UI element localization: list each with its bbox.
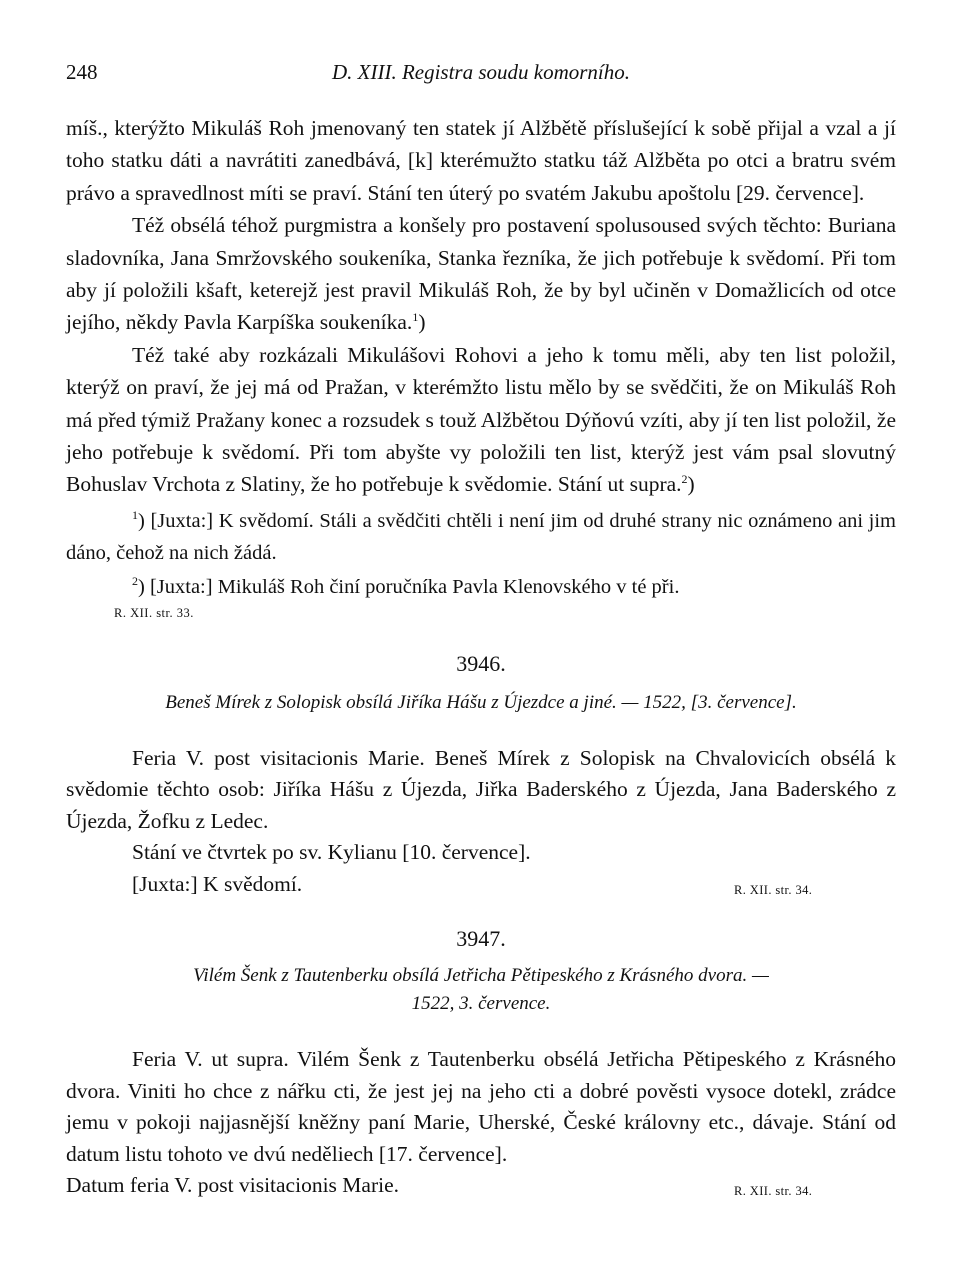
entry-juxta-3946 [66, 869, 896, 901]
page-number: 248 [66, 60, 98, 84]
paragraph-3: Též také aby rozkázali Mikulášovi Rohovi a jeho k tomu měli, aby ten list položil, kterýž on praví, že jej má od Pražan, v kterémžto listu mělo by se svědčiti, že on Mikuláš Roh má před týmiž Pražany konec a rozsudek s touž Alžbětou Dýňovú vzíti, aby jí ten list položil, že jeho potřebuje k svědomí. Při tom abyšte vy položili ten list, kterýž jest vám psal slovutný Bohuslav Vrchota z Slatiny, že ho potřebuje k svědomie. Stání ut supra.$^2$) [66, 342, 896, 497]
footnote-2 [66, 571, 896, 603]
footnote-1-mark: 1 [132, 508, 138, 523]
entry-body-3947: Feria V. ut supra. Vilém Šenk z Tautenberku obsélá Jetřicha Pětipeského z Krásného dvora. Viniti ho chce z nářku cti, že jest jej na jeho cti a dobré pověsti vysoce dotekl, zrádce jemu v pokoji najjasnější kněžny paní Marie, Uherské, České královny etc., dávaje. Stání od datum listu tohoto ve dvú neděliech [17. července]. [66, 1047, 896, 1166]
entry-title-3947-line2: 1522, 3. července. [411, 993, 551, 1015]
entry-title-3946: Beneš Mírek z Solopisk obsílá Jiříka Hášu z Újezdce a jiné. — 1522, [3. července]. [165, 691, 797, 713]
footnote-2-text: ) [Juxta:] Mikuláš Roh činí poručníka Pavla Klenovského v té při. [138, 575, 680, 598]
paragraph-1: míš., kterýžto Mikuláš Roh jmenovaný ten statek jí Alžbětě příslušející k sobě přijal a vzal a jí toho statku dáti a navrátiti zanedbává, [k] kterémužto statku táž Alžběta po otci a bratru svém právo a spravedlnost míti se praví. Stání ten úterý po svatém Jakubu apoštolu [29. července]. [66, 116, 896, 205]
entry-last-3947 [66, 1170, 896, 1202]
entry-title-3947-line1: Vilém Šenk z Tautenberku obsílá Jetřicha Pětipeského z Krásného dvora. — [193, 965, 769, 987]
datum-text: Datum feria V. post visitacionis Marie. [66, 1173, 399, 1198]
footnote-1 [66, 505, 896, 569]
paragraph-2: Též obsélá téhož purgmistra a konšely pro postavení spolusoused svých těchto: Buriana sladovníka, Jana Smržovského soukeníka, Stanka řezníka, že jich potřebuje k svědomí. Při tom aby jí položili kšaft, keterejž jest pravil Mikuláš Roh, že by byl učiněn v Domažlicích od otce jejího, někdy Pavla Karpíška soukeníka.$^1$) [66, 213, 896, 335]
footnote-mark-1: 1 [412, 310, 419, 325]
entry-number-3947: 3947. [456, 926, 506, 952]
footnote-2-mark: 2 [132, 574, 138, 589]
source-reference: R. XII. str. 33. [114, 605, 194, 620]
entry-number-3946: 3946. [456, 650, 506, 676]
juxta-text: [Juxta:] K svědomí. [132, 871, 303, 896]
footnote-mark-2: 2 [681, 472, 688, 487]
page-content [66, 60, 896, 1202]
footnote-1-text: ) [Juxta:] K svědomí. Stáli a svědčiti chtěli i není jim od druhé strany nic oznámeno ani jim dáno, čehož na nich žádá. [66, 509, 896, 564]
paragraph-2-text: Též obsélá téhož purgmistra a konšely pro postavení spolusoused svých těchto: Buriana sladovníka, Jana Smržovského soukeníka, Stanka řezníka, že jich potřebuje k svědomí. Při tom aby jí položili kšaft, keterejž jest pravil Mikuláš Roh, že by byl učiněn v Domažlicích od otce jejího, někdy Pavla Karpíška soukeníka. [66, 213, 896, 335]
entry-hearing-3946: Stání ve čtvrtek po sv. Kylianu [10. července]. [132, 840, 531, 865]
running-title: D. XIII. Registra soudu komorního. [331, 60, 631, 84]
entry-ref-3946: R. XII. str. 34. [734, 882, 813, 897]
entry-ref-3947: R. XII. str. 34. [734, 1184, 813, 1199]
entry-body-3946: Feria V. post visitacionis Marie. Beneš Mírek z Solopisk na Chvalovicích obsélá k svědomie těchto osob: Jiříka Hášu z Újezda, Jiřka Baderského z Újezda, Jana Baderského z Újezda, Žofku z Ledec. [66, 745, 896, 833]
paragraph-3-text: Též také aby rozkázali Mikulášovi Rohovi a jeho k tomu měli, aby ten list položil, kterýž on praví, že jej má od Pražan, v kterémžto listu mělo by se svědčiti, že on Mikuláš Roh má před týmiž Pražany konec a rozsudek s touž Alžbětou Dýňovú vzíti, aby jí ten list položil, že jeho potřebuje k svědomí. Při tom abyšte vy položili ten list, kterýž jest vám psal slovutný Bohuslav Vrchota z Slatiny, že ho potřebuje k svědomie. Stání ut supra. [66, 342, 896, 497]
page-header [66, 60, 896, 96]
